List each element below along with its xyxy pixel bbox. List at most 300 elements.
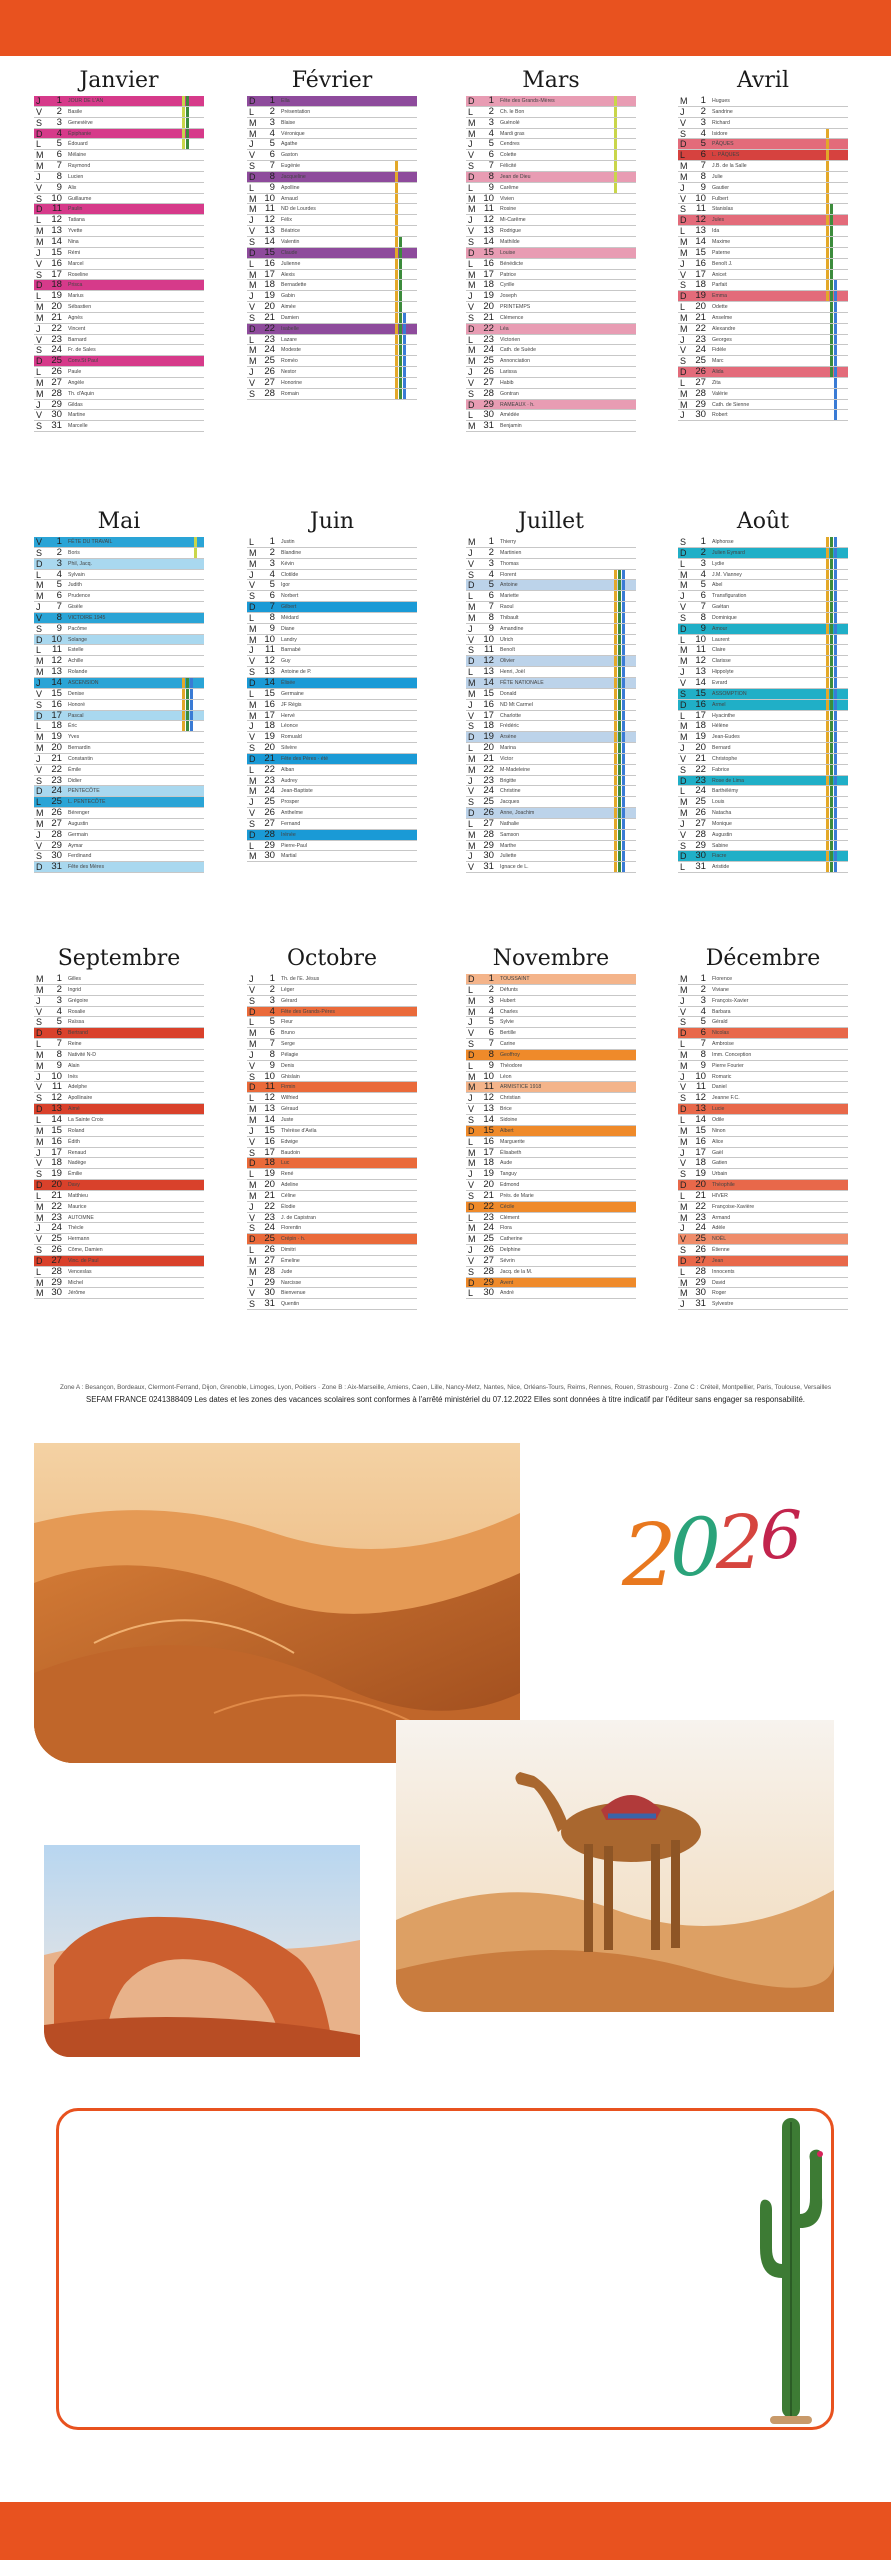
day-number: 6: [700, 591, 706, 602]
weekday-letter: M: [468, 995, 476, 1006]
weekday-letter: S: [468, 1190, 475, 1201]
saint-name: Félicité: [500, 163, 517, 170]
weekday-letter: M: [36, 1049, 44, 1060]
vacation-bar: [403, 378, 406, 388]
weekday-letter: M: [680, 1212, 688, 1223]
day-number: 7: [488, 1039, 494, 1050]
saint-name: Victorien: [500, 336, 521, 343]
saint-name: Jean-Eudes: [712, 734, 740, 741]
day-number: 22: [483, 764, 494, 775]
weekday-letter: L: [36, 139, 42, 150]
weekday-letter: S: [468, 1114, 475, 1125]
day-number: 12: [51, 1093, 62, 1104]
day-row: [678, 1148, 848, 1159]
day-number: 1: [700, 974, 706, 984]
day-number: 27: [264, 818, 275, 829]
weekday-letter: M: [36, 1201, 44, 1212]
saint-name: Norbert: [281, 593, 299, 600]
day-number: 9: [700, 1060, 706, 1071]
day-number: 23: [51, 334, 62, 345]
day-number: 27: [264, 1255, 275, 1266]
saint-name: Michel: [68, 1279, 83, 1286]
day-number: 12: [51, 215, 62, 226]
day-row: [34, 559, 204, 570]
day-row: [466, 280, 636, 291]
saint-name: Basile: [68, 108, 83, 115]
vacation-bar: [830, 345, 833, 355]
day-number: 22: [51, 764, 62, 775]
vacation-bar: [826, 819, 829, 829]
saint-name: Fleur: [281, 1019, 293, 1026]
weekday-letter: S: [680, 1017, 687, 1028]
saint-name: Mariette: [500, 593, 519, 600]
weekday-letter: D: [249, 171, 256, 182]
day-number: 13: [51, 226, 62, 237]
day-number: 17: [483, 269, 494, 280]
day-row: [466, 248, 636, 259]
day-row: [466, 743, 636, 754]
day-number: 26: [264, 367, 275, 378]
saint-name: Alban: [281, 766, 295, 773]
saint-name: Renaud: [68, 1149, 87, 1156]
weekday-letter: J: [36, 829, 41, 840]
weekday-letter: M: [468, 840, 476, 851]
vacation-bar: [826, 645, 829, 655]
weekday-letter: S: [468, 1039, 475, 1050]
day-number: 25: [695, 356, 706, 367]
weekday-letter: D: [249, 1234, 256, 1245]
vacation-bar: [826, 570, 829, 580]
day-number: 18: [483, 1158, 494, 1169]
day-number: 12: [695, 1093, 706, 1104]
day-number: 28: [483, 829, 494, 840]
day-row: [34, 1017, 204, 1028]
saint-name: Frédéric: [500, 723, 520, 730]
vacation-bar: [826, 150, 829, 160]
day-row: [466, 808, 636, 819]
day-number: 29: [483, 1277, 494, 1288]
day-row: [678, 656, 848, 667]
day-number: 15: [51, 688, 62, 699]
day-number: 14: [51, 677, 62, 688]
weekday-letter: J: [468, 775, 473, 786]
day-row: [34, 570, 204, 581]
weekday-letter: J: [249, 367, 254, 378]
saint-name: Hélène: [712, 723, 729, 730]
day-number: 14: [264, 1114, 275, 1125]
weekday-letter: D: [680, 215, 687, 226]
vacation-bar: [614, 172, 617, 182]
day-number: 18: [695, 1158, 706, 1169]
day-number: 6: [269, 1028, 275, 1039]
day-number: 8: [269, 171, 275, 182]
vacation-bar: [614, 129, 617, 139]
saint-name: Brigitte: [500, 777, 517, 784]
day-row: [247, 1158, 417, 1169]
weekday-letter: V: [249, 1060, 256, 1071]
day-row: [247, 635, 417, 646]
saint-name: Th. de l'E. Jésus: [281, 976, 320, 982]
day-row: [466, 786, 636, 797]
day-number: 1: [56, 96, 62, 106]
day-number: 11: [696, 645, 706, 656]
weekday-letter: J: [249, 215, 254, 226]
day-row: [34, 335, 204, 346]
weekday-letter: S: [680, 128, 687, 139]
day-number: 11: [265, 204, 275, 215]
weekday-letter: M: [680, 388, 688, 399]
saint-name: Guy: [281, 658, 291, 665]
day-row: [247, 537, 417, 548]
vacation-bar: [830, 841, 833, 851]
saint-name: Richard: [712, 119, 730, 126]
day-row: [466, 1191, 636, 1202]
day-number: 24: [695, 786, 706, 797]
day-number: 1: [56, 537, 62, 547]
vacation-bar: [826, 280, 829, 290]
day-row: [466, 667, 636, 678]
vacation-bar: [395, 194, 398, 204]
day-row: [247, 172, 417, 183]
vacation-bar: [834, 591, 837, 601]
day-row: [466, 602, 636, 613]
vacation-bar: [614, 161, 617, 171]
saint-name: Hermann: [68, 1236, 90, 1243]
day-number: 5: [488, 139, 494, 150]
day-number: 21: [51, 312, 62, 323]
weekday-letter: L: [468, 1060, 474, 1071]
day-number: 29: [483, 840, 494, 851]
saint-name: Olivier: [500, 658, 515, 665]
saint-name: L. PENTECÔTE: [68, 799, 106, 806]
weekday-letter: D: [36, 862, 43, 873]
day-number: 20: [695, 302, 706, 313]
vacation-bar: [834, 559, 837, 569]
day-row: [34, 1256, 204, 1267]
day-row: [34, 808, 204, 819]
day-number: 27: [483, 377, 494, 388]
day-number: 15: [264, 247, 275, 258]
day-number: 12: [483, 1093, 494, 1104]
day-number: 7: [700, 1039, 706, 1050]
saint-name: Gérald: [712, 1019, 728, 1026]
month-title: Mars: [522, 68, 580, 93]
saint-name: Grégoire: [68, 997, 89, 1004]
saint-name: Antoine: [500, 582, 518, 589]
day-number: 31: [51, 862, 62, 873]
day-number: 7: [56, 1039, 62, 1050]
day-row: [34, 1245, 204, 1256]
vacation-bar: [395, 356, 398, 366]
day-number: 19: [264, 732, 275, 743]
day-row: [247, 559, 417, 570]
vacation-bar: [834, 862, 837, 872]
saint-name: Ch. le Bon: [500, 108, 525, 115]
day-number: 1: [700, 537, 706, 547]
weekday-letter: M: [680, 974, 688, 984]
saint-name: Romain: [281, 390, 299, 397]
weekday-letter: L: [680, 634, 686, 645]
day-row: [34, 645, 204, 656]
weekday-letter: M: [680, 171, 688, 182]
saint-name: Estelle: [68, 647, 84, 654]
vacation-bar: [826, 291, 829, 301]
weekday-letter: V: [36, 840, 43, 851]
vacation-bar: [399, 378, 402, 388]
vacation-bar: [830, 830, 833, 840]
day-number: 16: [695, 258, 706, 269]
saint-name: Agathe: [281, 141, 298, 148]
vacation-bar: [826, 602, 829, 612]
saint-name: Augustin: [712, 831, 733, 838]
weekday-letter: S: [468, 1266, 475, 1277]
weekday-letter: J: [36, 1071, 41, 1082]
day-row: [34, 1288, 204, 1299]
saint-name: Cyrille: [500, 282, 515, 289]
day-number: 15: [483, 1125, 494, 1136]
vacation-bar: [826, 700, 829, 710]
day-row: [466, 237, 636, 248]
saint-name: Donald: [500, 690, 517, 697]
vacation-bar: [618, 656, 621, 666]
day-number: 22: [264, 323, 275, 334]
weekday-letter: D: [468, 247, 475, 258]
vacation-bar: [834, 667, 837, 677]
weekday-letter: M: [249, 634, 257, 645]
saint-name: Béatrice: [281, 228, 301, 235]
vacation-bar: [830, 313, 833, 323]
day-row: [678, 302, 848, 313]
weekday-letter: L: [249, 537, 255, 547]
vacation-bar: [190, 721, 193, 731]
saint-name: FÊTE DU TRAVAIL: [68, 539, 113, 545]
vacation-bar: [395, 345, 398, 355]
weekday-letter: V: [468, 786, 475, 797]
day-number: 14: [264, 677, 275, 688]
saint-name: Edmond: [500, 1182, 520, 1189]
day-number: 21: [483, 1190, 494, 1201]
saint-name: Florentin: [281, 1225, 302, 1232]
day-row: [34, 851, 204, 862]
day-row: [678, 226, 848, 237]
day-number: 14: [483, 677, 494, 688]
vacation-bar: [830, 367, 833, 377]
day-number: 25: [51, 356, 62, 367]
weekday-letter: V: [249, 150, 256, 161]
weekday-letter: M: [249, 786, 257, 797]
vacation-bar: [618, 732, 621, 742]
weekday-letter: L: [249, 1093, 255, 1104]
day-number: 4: [488, 128, 494, 139]
vacation-bar: [403, 313, 406, 323]
vacation-bar: [614, 862, 617, 872]
weekday-letter: M: [249, 1104, 257, 1115]
vacation-bar: [826, 635, 829, 645]
vacation-bar: [830, 645, 833, 655]
day-row: [466, 1039, 636, 1050]
day-row: [678, 700, 848, 711]
vacation-bar: [826, 765, 829, 775]
weekday-letter: S: [680, 688, 687, 699]
day-row: [678, 1299, 848, 1310]
day-row: [34, 624, 204, 635]
vacation-bar: [834, 754, 837, 764]
vacation-bar: [399, 280, 402, 290]
day-row: [678, 1278, 848, 1289]
saint-name: Martinien: [500, 549, 522, 556]
day-row: [466, 215, 636, 226]
saint-name: Davy: [68, 1182, 80, 1189]
day-number: 7: [488, 161, 494, 172]
day-row: [247, 996, 417, 1007]
month-title: Octobre: [286, 946, 378, 971]
weekday-letter: M: [249, 1180, 257, 1191]
day-row: [678, 280, 848, 291]
weekday-letter: D: [249, 753, 256, 764]
day-number: 5: [700, 1017, 706, 1028]
day-number: 23: [264, 775, 275, 786]
vacation-bar: [186, 711, 189, 721]
vacation-bar: [622, 841, 625, 851]
weekday-letter: D: [249, 247, 256, 258]
vacation-bar: [622, 689, 625, 699]
saint-name: Bienvenue: [281, 1290, 306, 1297]
saint-name: Isidore: [712, 130, 728, 137]
weekday-letter: D: [468, 171, 475, 182]
saint-name: Aimée: [281, 304, 296, 311]
vacation-bar: [395, 237, 398, 247]
saint-name: Carême: [500, 184, 519, 191]
day-number: 5: [269, 580, 275, 591]
saint-name: Épiphanie: [68, 130, 92, 137]
saint-name: Nicolas: [712, 1030, 730, 1037]
day-row: [678, 1028, 848, 1039]
vacation-bar: [830, 635, 833, 645]
weekday-letter: M: [249, 851, 257, 862]
saint-name: Pierre Fourier: [712, 1062, 744, 1069]
day-number: 30: [51, 851, 62, 862]
day-row: [34, 1104, 204, 1115]
saint-name: Benjamin: [500, 423, 522, 430]
day-number: 4: [269, 569, 275, 580]
day-row: [247, 974, 417, 985]
day-number: 26: [695, 808, 706, 819]
day-number: 4: [56, 1006, 62, 1017]
day-number: 27: [51, 818, 62, 829]
saint-name: Défunts: [500, 986, 518, 993]
day-number: 11: [484, 645, 494, 656]
weekday-letter: L: [680, 558, 686, 569]
day-row: [466, 624, 636, 635]
vacation-bar: [395, 270, 398, 280]
vacation-bar: [618, 711, 621, 721]
day-number: 20: [483, 1180, 494, 1191]
vacation-bar: [618, 570, 621, 580]
day-row: [34, 183, 204, 194]
day-row: [34, 389, 204, 400]
weekday-letter: M: [249, 775, 257, 786]
day-row: [247, 570, 417, 581]
vacation-bar: [622, 786, 625, 796]
vacation-bar: [399, 313, 402, 323]
day-number: 23: [264, 334, 275, 345]
saint-name: Prudence: [68, 593, 91, 600]
day-number: 4: [488, 1006, 494, 1017]
day-row: [34, 172, 204, 183]
vacation-bar: [826, 711, 829, 721]
weekday-letter: S: [680, 840, 687, 851]
day-row: [678, 1202, 848, 1213]
weekday-letter: D: [468, 1277, 475, 1288]
day-number: 9: [56, 623, 62, 634]
saint-name: Léon: [500, 1073, 512, 1080]
vacation-bar: [395, 204, 398, 214]
weekday-letter: M: [468, 764, 476, 775]
month-title: Avril: [736, 68, 789, 93]
vacation-bar: [399, 367, 402, 377]
saint-name: Geoffroy: [500, 1051, 520, 1058]
day-number: 22: [695, 764, 706, 775]
day-row: [678, 1104, 848, 1115]
vacation-bar: [395, 161, 398, 171]
weekday-letter: V: [249, 1212, 256, 1223]
weekday-letter: D: [36, 1028, 43, 1039]
day-row: [466, 559, 636, 570]
weekday-letter: M: [36, 226, 44, 237]
vacation-bar: [186, 721, 189, 731]
saint-name: Nina: [68, 238, 79, 245]
weekday-letter: J: [468, 623, 473, 634]
day-row: [247, 226, 417, 237]
saint-name: Cath. de Suède: [500, 347, 537, 354]
weekday-letter: V: [680, 345, 687, 356]
day-number: 8: [700, 1049, 706, 1060]
saint-name: Léonce: [281, 723, 299, 730]
day-number: 6: [488, 1028, 494, 1039]
vacation-bar: [395, 183, 398, 193]
vacation-bar: [834, 743, 837, 753]
day-row: [247, 1278, 417, 1289]
saint-name: Ulrich: [500, 636, 514, 643]
saint-name: Marina: [500, 745, 516, 752]
day-row: [247, 580, 417, 591]
day-number: 9: [56, 1060, 62, 1071]
day-row: [678, 1169, 848, 1180]
weekday-letter: V: [680, 269, 687, 280]
saint-name: Benoît: [500, 647, 515, 654]
day-number: 4: [56, 128, 62, 139]
day-row: [247, 259, 417, 270]
day-row: [678, 678, 848, 689]
day-row: [247, 613, 417, 624]
month-title: Décembre: [705, 946, 821, 971]
day-number: 23: [695, 334, 706, 345]
saint-name: Anthelme: [281, 810, 303, 817]
vacation-bar: [830, 656, 833, 666]
saint-name: Stanislas: [712, 206, 734, 213]
day-row: [466, 421, 636, 432]
vacation-bar: [614, 139, 617, 149]
weekday-letter: M: [680, 323, 688, 334]
day-row: [466, 1104, 636, 1115]
weekday-letter: L: [36, 1039, 42, 1050]
day-number: 21: [695, 312, 706, 323]
weekday-letter: M: [468, 1147, 476, 1158]
saint-name: J. de Capistran: [281, 1214, 316, 1221]
day-number: 3: [488, 558, 494, 569]
day-number: 6: [700, 1028, 706, 1039]
day-row: [678, 1245, 848, 1256]
